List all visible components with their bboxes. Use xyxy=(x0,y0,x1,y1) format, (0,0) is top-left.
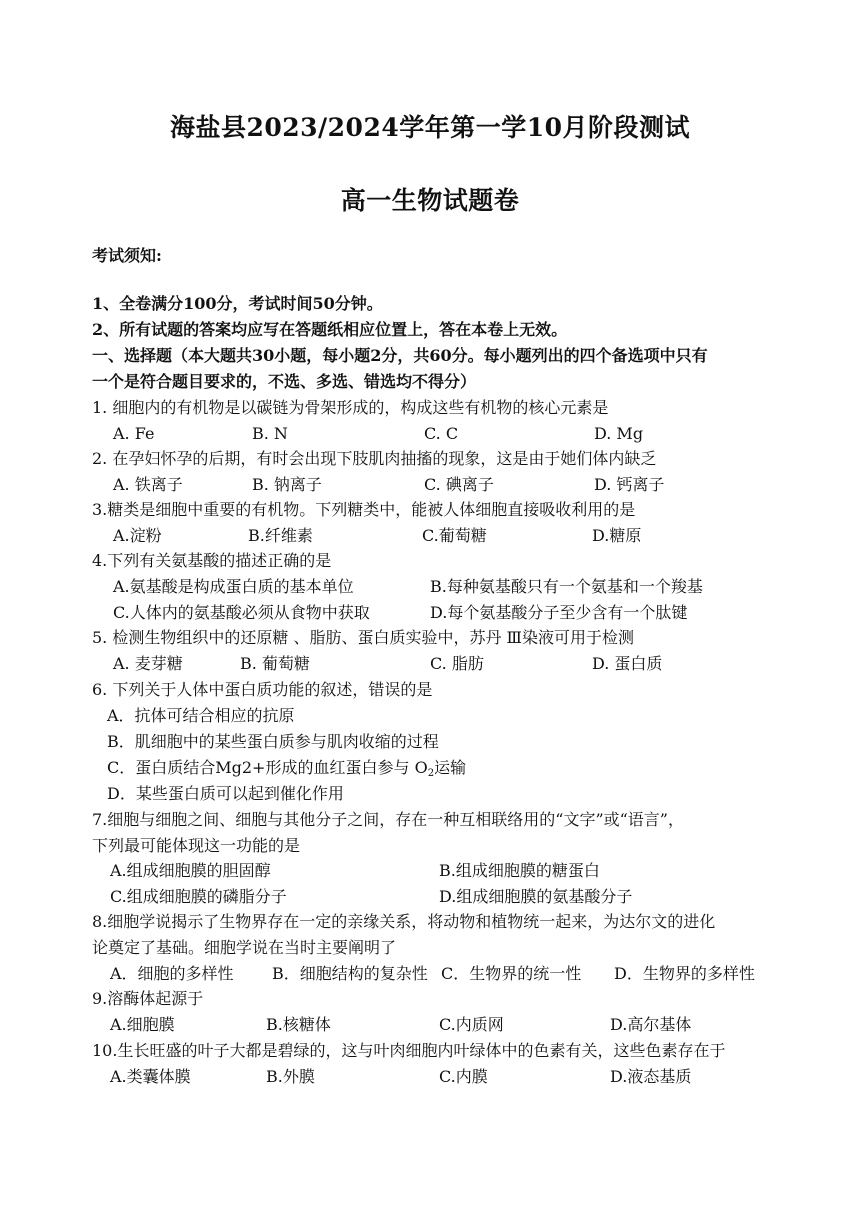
question-1-option-b: B. N xyxy=(252,424,288,443)
question-4-stem: 4.下列有关氨基酸的描述正确的是 xyxy=(92,551,332,570)
question-5-option-d: D. 蛋白质 xyxy=(592,654,663,673)
question-10-option-a: A.类囊体膜 xyxy=(110,1067,191,1086)
question-3-option-d: D.糖原 xyxy=(592,526,642,545)
question-8-option-c: C．生物界的统一性 xyxy=(441,964,582,983)
question-2-option-b: B. 钠离子 xyxy=(252,475,322,494)
question-10-option-d: D.液态基质 xyxy=(610,1067,692,1086)
question-7-option-b: B.组成细胞膜的糖蛋白 xyxy=(439,861,600,880)
question-1-option-a: A. Fe xyxy=(113,424,155,443)
notice-item-2: 2、所有试题的答案均应写在答题纸相应位置上，答在本卷上无效。 xyxy=(92,320,568,339)
exam-title: 海盐县2023/2024学年第一学10月阶段测试 xyxy=(169,113,691,142)
question-4-option-d: D.每个氨基酸分子至少含有一个肽键 xyxy=(430,603,688,622)
question-7-option-c: C.组成细胞膜的磷脂分子 xyxy=(110,887,287,906)
question-5-option-c: C. 脂肪 xyxy=(430,654,484,673)
question-3-option-c: C.葡萄糖 xyxy=(422,526,487,545)
question-2-option-c: C. 碘离子 xyxy=(424,475,494,494)
question-4-option-a: A.氨基酸是构成蛋白质的基本单位 xyxy=(113,577,354,596)
question-5-option-b: B. 葡萄糖 xyxy=(240,654,310,673)
question-2-stem: 2. 在孕妇怀孕的后期，有时会出现下肢肌肉抽搐的现象，这是由于她们体内缺乏 xyxy=(92,449,657,468)
question-8-stem-line-2: 论奠定了基础。细胞学说在当时主要阐明了 xyxy=(92,938,397,957)
question-6-option-c xyxy=(107,757,466,785)
question-7-stem-line-2: 下列最可能体现这一功能的是 xyxy=(92,836,301,855)
question-3-option-a: A.淀粉 xyxy=(113,526,162,545)
question-6-option-c-tail: 运输 xyxy=(434,758,467,777)
question-3-stem: 3.糖类是细胞中重要的有机物。下列糖类中，能被人体细胞直接吸收利用的是 xyxy=(92,500,636,519)
question-6-option-c-text: C．蛋白质结合Mg2+形成的血红蛋白参与 xyxy=(107,758,410,777)
question-8-option-a: A．细胞的多样性 xyxy=(110,964,234,983)
question-9-option-a: A.细胞膜 xyxy=(110,1015,175,1034)
question-8-stem-line-1: 8.细胞学说揭示了生物界存在一定的亲缘关系，将动物和植物统一起来，为达尔文的进化 xyxy=(92,912,716,931)
question-7-stem-line-1: 7.细胞与细胞之间、细胞与其他分子之间，存在一种互相联络用的“文字”或“语言”， xyxy=(92,810,684,829)
notice-heading: 考试须知: xyxy=(92,246,162,265)
question-1-stem: 1. 细胞内的有机物是以碳链为骨架形成的，构成这些有机物的核心元素是 xyxy=(92,398,609,417)
question-4-option-b: B.每种氨基酸只有一个氨基和一个羧基 xyxy=(430,577,703,596)
question-6-option-d: D．某些蛋白质可以起到催化作用 xyxy=(107,784,344,803)
section-heading-line-2: 一个是符合题目要求的，不选、多选、错选均不得分） xyxy=(92,372,477,391)
question-5-option-a: A. 麦芽糖 xyxy=(113,654,183,673)
question-8-option-b: B．细胞结构的复杂性 xyxy=(272,964,428,983)
question-7-option-a: A.组成细胞膜的胆固醇 xyxy=(110,861,271,880)
question-6-option-a: A．抗体可结合相应的抗原 xyxy=(107,706,295,725)
notice-item-1: 1、全卷满分100分，考试时间50分钟。 xyxy=(92,294,383,313)
exam-subtitle: 高一生物试题卷 xyxy=(340,186,520,215)
question-10-option-b: B.外膜 xyxy=(266,1067,315,1086)
question-10-stem: 10.生长旺盛的叶子大都是碧绿的，这与叶肉细胞内叶绿体中的色素有关，这些色素存在于 xyxy=(92,1041,726,1060)
question-3-option-b: B.纤维素 xyxy=(248,526,313,545)
section-heading-line-1: 一、选择题（本大题共30小题，每小题2分，共60分。每小题列出的四个备选项中只有 xyxy=(92,346,708,365)
question-9-option-b: B.核糖体 xyxy=(266,1015,331,1034)
question-9-option-c: C.内质网 xyxy=(439,1015,504,1034)
question-7-option-d: D.组成细胞膜的氨基酸分子 xyxy=(439,887,633,906)
question-9-stem: 9.溶酶体起源于 xyxy=(92,989,204,1008)
question-2-option-a: A. 铁离子 xyxy=(113,475,183,494)
question-8-option-d: D．生物界的多样性 xyxy=(614,964,755,983)
oxygen-subscript: 2 xyxy=(427,768,435,779)
oxygen-formula: O xyxy=(414,758,428,777)
question-2-option-d: D. 钙离子 xyxy=(594,475,665,494)
question-9-option-d: D.高尔基体 xyxy=(610,1015,692,1034)
question-1-option-d: D. Mg xyxy=(594,424,644,443)
question-6-stem: 6. 下列关于人体中蛋白质功能的叙述，错误的是 xyxy=(92,680,433,699)
question-5-stem: 5. 检测生物组织中的还原糖 、脂肪、蛋白质实验中，苏丹 Ⅲ染液可用于检测 xyxy=(92,628,634,647)
question-10-option-c: C.内膜 xyxy=(439,1067,488,1086)
question-6-option-b: B．肌细胞中的某些蛋白质参与肌肉收缩的过程 xyxy=(107,732,439,751)
question-4-option-c: C.人体内的氨基酸必须从食物中获取 xyxy=(113,603,370,622)
question-1-option-c: C. C xyxy=(424,424,459,443)
